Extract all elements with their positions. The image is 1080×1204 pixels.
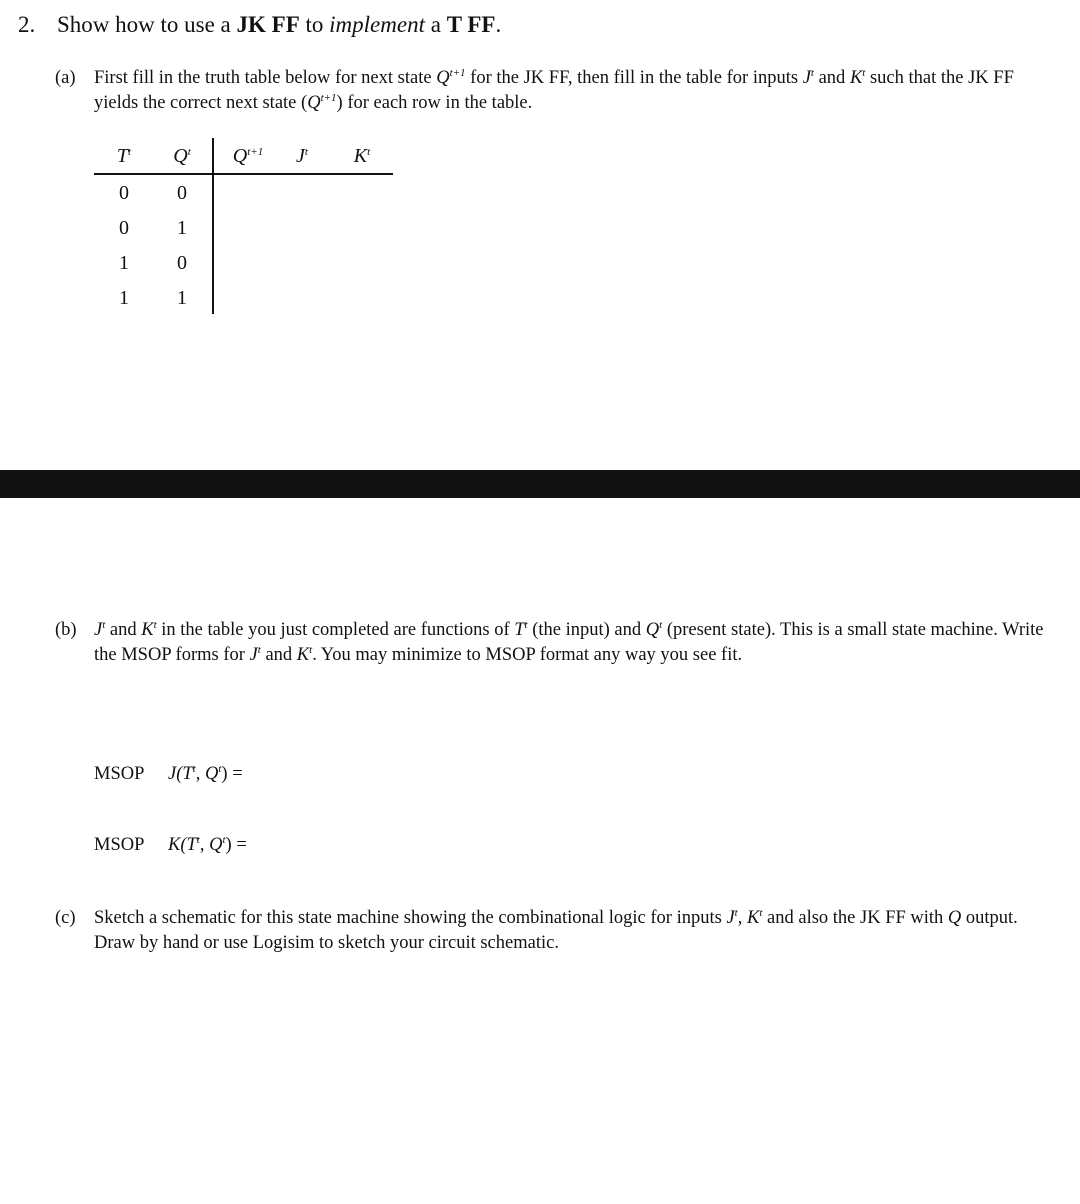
jk-ff-term: JK FF: [236, 12, 300, 37]
question-a: a: [424, 12, 447, 37]
question-to: to: [299, 12, 330, 37]
part-a-text: First fill in the truth table below for next state $Q^{t+1}$ for the JK FF, then fill in the table for inputs $J^t$ and $K^t$ such that the JK FF yields the correct next state $(Q^{t+1})$ for each row in the table.: [94, 67, 1014, 113]
row-1-t: 0: [119, 182, 129, 204]
part-c-label: (c): [55, 908, 76, 928]
part-b: [55, 618, 1055, 668]
part-c-text: Sketch a schematic for this state machine showing the combinational logic for inputs $J^t$, $K^t$ and also the JK FF with Q output. Draw by hand or use Logisim to sketch your circuit schematic.: [94, 907, 1018, 953]
msop-j-line: MSOP $J(T^t$, $Q^t$) =: [94, 762, 243, 787]
row-1-q: 0: [177, 182, 187, 204]
row-3-q: 0: [177, 252, 187, 274]
page-separator-bar: [0, 470, 1080, 498]
header-q: $Q^t$: [173, 145, 191, 167]
header-k: $K^t$: [353, 145, 371, 167]
question-prefix: Show how to use a: [57, 12, 237, 37]
msop-j-tag: MSOP: [94, 764, 145, 784]
msop-k-line: MSOP $K(T^t$, $Q^t$) =: [94, 833, 247, 858]
header-t: $T^t$: [116, 145, 132, 167]
t-ff-term: T FF: [446, 12, 496, 37]
msop-k-tag: MSOP: [94, 835, 145, 855]
row-2-t: 0: [119, 217, 129, 239]
question-number: 2.: [18, 12, 36, 37]
part-b-label: (b): [55, 620, 77, 640]
question-period: .: [495, 12, 502, 37]
row-4-t: 1: [119, 287, 129, 309]
implement-term: implement: [329, 12, 425, 37]
question-heading: [18, 10, 501, 40]
column-divider: [212, 138, 214, 314]
part-b-text: $J^t$ and $K^t$ in the table you just completed are functions of $T^t$ (the input) and $Q^t$ (present state). This is a small state machine. Write the MSOP forms for $J^t$ and $K^t$. You may minimize to MSOP format any way you see fit.: [94, 619, 1044, 665]
header-j: $J^t$: [296, 145, 308, 167]
row-4-q: 1: [177, 287, 187, 309]
header-divider: [94, 173, 393, 175]
row-2-q: 1: [177, 217, 187, 239]
part-c: [55, 906, 1055, 956]
truth-table: [94, 138, 394, 318]
part-a: [55, 66, 1055, 116]
row-3-t: 1: [119, 252, 129, 274]
header-q-next: $Q^{t+1}$: [232, 145, 264, 167]
part-a-label: (a): [55, 68, 76, 88]
